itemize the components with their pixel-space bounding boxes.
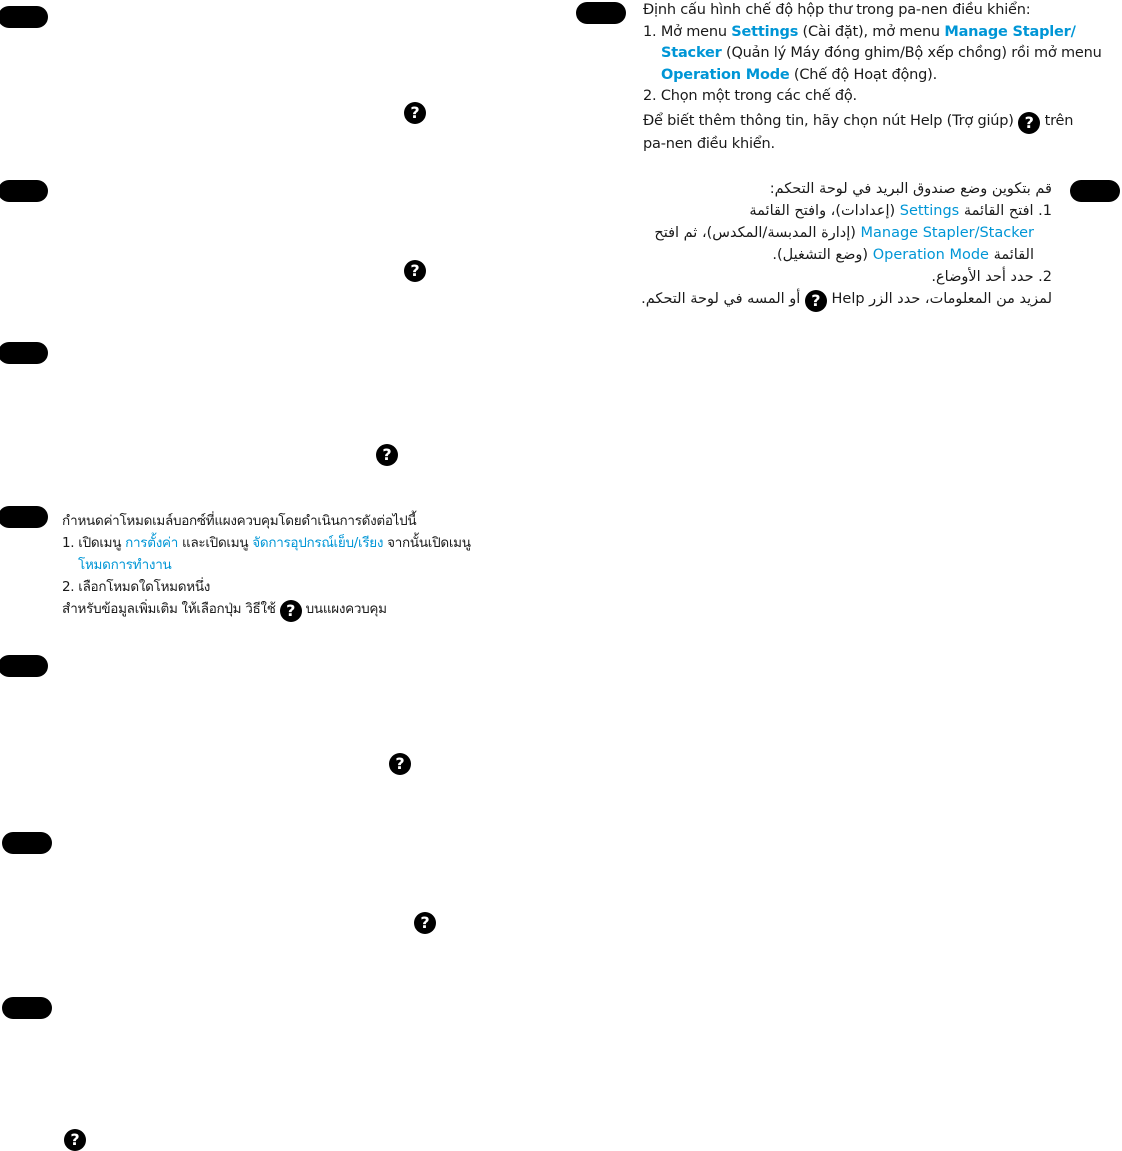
intro-text: قم بتكوين وضع صندوق البريد في لوحة التحكم: [769, 181, 1052, 197]
vietnamese-instructions [643, 0, 1115, 155]
manage-stapler-menu-name: Manage Stapler/ [944, 23, 1076, 40]
help-icon: ? [280, 600, 302, 622]
more-info-text-continued: pa-nen điều khiển. [643, 135, 775, 152]
more-info-text: สำหรับข้อมูลเพิ่มเติม ให้เลือกปุ่ม วิธีใช้ ? บนแผงควบคุม [62, 601, 387, 620]
step-1-continued: Manage Stapler/Stacker (إدارة المدبسة/المكدس)، ثم افتح [654, 225, 1034, 241]
intro-text: กำหนดค่าโหมดเมล์บอกซ์ที่แผงควบคุมโดยดำเนินการดังต่อไปนี้ [62, 513, 417, 529]
help-icon: ? [389, 753, 411, 775]
step-1: 1. เปิดเมนู การตั้งค่า และเปิดเมนู จัดการอุปกรณ์เย็บ/เรียง จากนั้นเปิดเมนู [62, 535, 471, 551]
language-badge [0, 6, 48, 28]
language-badge [2, 997, 52, 1019]
thai-instructions [62, 510, 532, 622]
help-icon: ? [404, 260, 426, 282]
step-1: 1. Mở menu Settings (Cài đặt), mở menu Manage Stapler/ [643, 23, 1076, 40]
more-info-text: Để biết thêm thông tin, hãy chọn nút Help (Trợ giúp) ? trên [643, 112, 1074, 132]
help-icon: ? [64, 1129, 86, 1151]
help-icon: ? [1018, 112, 1040, 134]
settings-menu-name: Settings [899, 203, 960, 219]
help-icon: ? [805, 290, 827, 312]
step-2: 2. حدد أحد الأوضاع. [931, 269, 1052, 285]
step-1-continued: القائمة Operation Mode (وضع التشغيل). [772, 247, 1034, 263]
step-1: 1. افتح القائمة Settings (إعدادات)، وافتح القائمة [749, 203, 1052, 219]
operation-mode-menu-name: Operation Mode [872, 247, 989, 263]
manage-stapler-menu-name: Stacker [661, 45, 722, 61]
intro-text: Định cấu hình chế độ hộp thư trong pa-nen điều khiển: [643, 2, 1031, 18]
language-badge [2, 832, 52, 854]
step-2: 2. Chọn một trong các chế độ. [643, 88, 857, 104]
step-1-continued [62, 554, 532, 576]
help-icon: ? [414, 912, 436, 934]
arabic-instructions [560, 178, 1052, 312]
operation-mode-menu-name: Operation Mode [661, 66, 790, 83]
step-2: 2. เลือกโหมดใดโหมดหนึ่ง [62, 579, 211, 595]
language-badge [1070, 180, 1120, 202]
help-icon: ? [404, 102, 426, 124]
settings-menu-name: การตั้งค่า [125, 535, 179, 551]
language-badge [0, 342, 48, 364]
operation-mode-menu-name: โหมดการทำงาน [78, 557, 172, 573]
settings-menu-name: Settings [731, 23, 799, 40]
language-badge [0, 655, 48, 677]
language-badge [576, 2, 626, 24]
language-badge [0, 506, 48, 528]
manage-stapler-menu-name: Manage Stapler/Stacker [860, 225, 1034, 241]
manage-stapler-menu-name: จัดการอุปกรณ์เย็บ/เรียง [252, 535, 384, 551]
step-1-continued: Stacker (Quản lý Máy đóng ghim/Bộ xếp chồng) rồi mở menu [661, 45, 1102, 61]
help-icon: ? [376, 444, 398, 466]
more-info-text: لمزيد من المعلومات، حدد الزر Help ? أو المسه في لوحة التحكم. [641, 291, 1052, 310]
language-badge [0, 180, 48, 202]
step-1-continued: Operation Mode (Chế độ Hoạt động). [661, 66, 938, 83]
